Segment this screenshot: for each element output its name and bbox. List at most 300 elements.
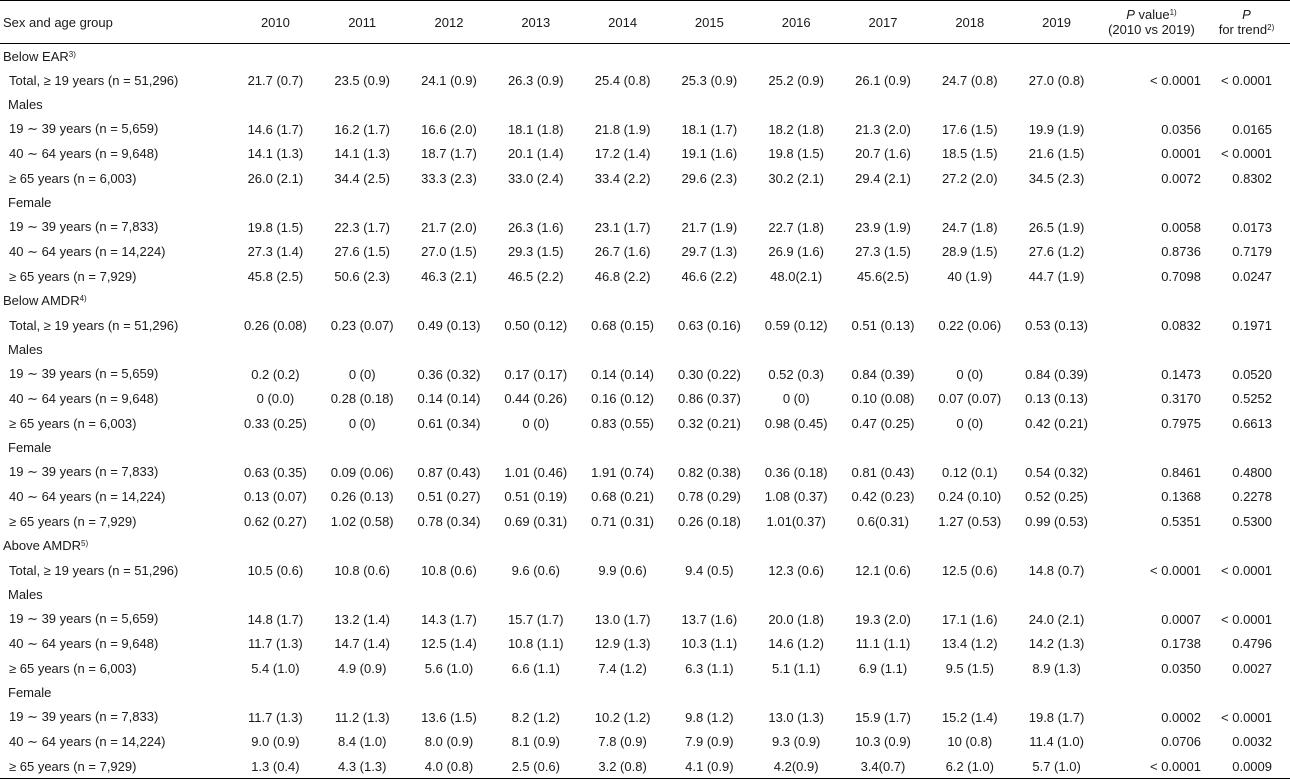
value-cell: 0 (0) (348, 415, 376, 431)
value-cell: 10 (0.8) (947, 734, 993, 750)
value-cell: 0.83 (0.55) (591, 415, 655, 431)
value-cell: 27.6 (1.5) (334, 244, 391, 260)
p-value-cell: 0.0350 (1161, 660, 1201, 676)
group-label: Males (8, 587, 43, 603)
table-row (0, 362, 1290, 387)
value-cell: 20.0 (1.8) (768, 611, 824, 627)
value-cell: 9.6 (0.6) (511, 562, 560, 578)
row-label: ≥ 65 years (n = 7,929) (9, 513, 137, 529)
value-cell: 0 (0) (782, 391, 810, 407)
value-cell: 0.51 (0.13) (851, 317, 915, 333)
value-cell: 0.10 (0.08) (851, 391, 915, 407)
total-row (0, 558, 1290, 583)
value-cell: 11.7 (1.3) (248, 709, 303, 725)
group-row (0, 338, 1290, 363)
value-cell: 45.6(2.5) (856, 268, 909, 284)
value-cell: 4.1 (0.9) (666, 754, 753, 779)
value-cell: 26.3 (1.6) (507, 219, 564, 235)
value-cell: 27.0 (0.8) (1028, 72, 1085, 88)
p-trend-cell: < 0.0001 (1221, 611, 1272, 627)
value-cell: 18.1 (1.7) (681, 121, 738, 137)
p-value-cell: 0.0007 (1161, 611, 1201, 627)
value-cell: 0.12 (0.1) (941, 464, 998, 480)
row-label: 19 ∼ 39 years (n = 7,833) (9, 219, 159, 235)
value-cell: 44.7 (1.9) (1028, 268, 1085, 284)
value-cell: 20.7 (1.6) (855, 146, 911, 162)
value-cell: 18.7 (1.7) (421, 146, 477, 162)
value-cell: 8.1 (0.9) (511, 734, 560, 750)
value-cell: 4.0 (0.8) (406, 754, 493, 779)
row-label: 19 ∼ 39 years (n = 5,659) (9, 366, 159, 382)
footnote-mark: 5) (81, 539, 89, 549)
value-cell: 27.0 (1.5) (421, 244, 477, 260)
value-cell: 27.3 (1.4) (247, 244, 304, 260)
row-label: ≥ 65 years (n = 6,003) (9, 415, 137, 431)
group-label: Female (8, 195, 52, 211)
header-year: 2019 (1013, 1, 1100, 44)
value-cell: 24.0 (2.1) (1028, 611, 1085, 627)
value-cell: 9.0 (0.9) (251, 734, 300, 750)
p-trend-cell: 0.0520 (1232, 366, 1272, 382)
value-cell: 1.01(0.37) (766, 513, 826, 529)
table-row (0, 607, 1290, 632)
value-cell: 16.6 (2.0) (421, 121, 477, 137)
p-trend-cell: < 0.0001 (1221, 146, 1272, 162)
section-title (0, 44, 1290, 69)
value-cell: 14.1 (1.3) (334, 146, 391, 162)
value-cell: 0.68 (0.21) (591, 489, 655, 505)
table-row (0, 705, 1290, 730)
table-row (0, 509, 1290, 534)
value-cell: 18.1 (1.8) (507, 121, 564, 137)
header-year: 2013 (492, 1, 579, 44)
value-cell: 1.27 (0.53) (938, 513, 1002, 529)
p-value-cell: 0.0356 (1161, 121, 1201, 137)
value-cell: 0.78 (0.29) (677, 489, 741, 505)
value-cell: 13.2 (1.4) (334, 611, 391, 627)
value-cell: 9.4 (0.5) (685, 562, 734, 578)
value-cell: 0.78 (0.34) (417, 513, 481, 529)
header-year: 2010 (232, 1, 319, 44)
value-cell: 9.8 (1.2) (685, 709, 734, 725)
value-cell: 19.9 (1.9) (1028, 121, 1085, 137)
value-cell: 0.52 (0.3) (768, 366, 824, 382)
value-cell: 5.1 (1.1) (771, 660, 821, 676)
value-cell: 25.4 (0.8) (594, 72, 651, 88)
p-value-cell: 0.8461 (1161, 464, 1201, 480)
value-cell: 0.69 (0.31) (504, 513, 568, 529)
value-cell: 7.4 (1.2) (598, 660, 647, 676)
table-row (0, 215, 1290, 240)
row-label: ≥ 65 years (n = 6,003) (9, 660, 137, 676)
value-cell: 6.2 (1.0) (926, 754, 1013, 779)
row-label: 19 ∼ 39 years (n = 7,833) (9, 464, 159, 480)
p-trend-cell: 0.7179 (1232, 244, 1272, 260)
value-cell: 24.7 (1.8) (941, 219, 998, 235)
value-cell: 0.52 (0.25) (1025, 489, 1088, 505)
value-cell: 0.17 (0.17) (504, 366, 568, 382)
row-label: 19 ∼ 39 years (n = 5,659) (9, 611, 159, 627)
p-trend-cell: 0.5252 (1232, 391, 1272, 407)
p-value-cell: 0.0002 (1161, 709, 1201, 725)
value-cell: 1.01 (0.46) (504, 464, 568, 480)
value-cell: 21.3 (2.0) (855, 121, 911, 137)
value-cell: 8.0 (0.9) (424, 734, 474, 750)
row-label: ≥ 65 years (n = 7,929) (9, 268, 137, 284)
p-trend-cell: 0.0165 (1232, 121, 1272, 137)
table-row (0, 460, 1290, 485)
p-trend-cell: 0.0032 (1232, 734, 1272, 750)
value-cell: 0.13 (0.13) (1025, 391, 1088, 407)
value-cell: 29.6 (2.3) (681, 170, 738, 186)
p-value-cell: 0.8736 (1161, 244, 1201, 260)
value-cell: 26.0 (2.1) (247, 170, 304, 186)
value-cell: 0.22 (0.06) (938, 317, 1002, 333)
value-cell: 3.4(0.7) (840, 754, 927, 779)
table-body (0, 44, 1290, 779)
group-label: Female (8, 685, 52, 701)
value-cell: 13.0 (1.3) (768, 709, 824, 725)
group-row (0, 583, 1290, 608)
value-cell: 0.30 (0.22) (677, 366, 741, 382)
value-cell: 33.3 (2.3) (421, 170, 477, 186)
p-value-cell: 0.3170 (1161, 391, 1201, 407)
value-cell: 11.1 (1.1) (855, 636, 911, 652)
value-cell: 0.84 (0.39) (851, 366, 915, 382)
header-year: 2012 (406, 1, 493, 44)
value-cell: 10.8 (0.6) (421, 562, 477, 578)
value-cell: 0.61 (0.34) (417, 415, 481, 431)
value-cell: 12.9 (1.3) (594, 636, 651, 652)
value-cell: 8.4 (1.0) (337, 734, 387, 750)
value-cell: 0.54 (0.32) (1025, 464, 1088, 480)
value-cell: 0.32 (0.21) (677, 415, 741, 431)
value-cell: 7.9 (0.9) (685, 734, 734, 750)
value-cell: 14.2 (1.3) (1028, 636, 1085, 652)
value-cell: 5.7 (1.0) (1013, 754, 1100, 779)
value-cell: 46.3 (2.1) (421, 268, 477, 284)
p-value-cell: 0.1368 (1161, 489, 1201, 505)
value-cell: 17.1 (1.6) (941, 611, 998, 627)
value-cell: 0.49 (0.13) (417, 317, 481, 333)
value-cell: 5.4 (1.0) (251, 660, 300, 676)
table-row (0, 142, 1290, 167)
value-cell: 27.2 (2.0) (941, 170, 998, 186)
value-cell: 9.3 (0.9) (771, 734, 821, 750)
value-cell: 9.5 (1.5) (945, 660, 994, 676)
p-trend-cell: 0.0173 (1232, 219, 1272, 235)
value-cell: 8.9 (1.3) (1032, 660, 1081, 676)
value-cell: 28.9 (1.5) (941, 244, 998, 260)
value-cell: 10.8 (1.1) (507, 636, 564, 652)
value-cell: 13.0 (1.7) (594, 611, 651, 627)
value-cell: 21.7 (0.7) (247, 72, 304, 88)
value-cell: 0.42 (0.21) (1025, 415, 1088, 431)
header-p-value: P value$^{1)}$ (2010 vs 2019) (1100, 1, 1203, 44)
value-cell: 4.2(0.9) (753, 754, 840, 779)
value-cell: 0.26 (0.13) (330, 489, 394, 505)
p-value-cell: 0.0072 (1161, 170, 1201, 186)
p-trend-cell: 0.0247 (1232, 268, 1272, 284)
value-cell: 29.3 (1.5) (507, 244, 564, 260)
header-year: 2011 (319, 1, 406, 44)
p-trend-cell: 0.2278 (1232, 489, 1272, 505)
value-cell: 30.2 (2.1) (768, 170, 824, 186)
value-cell: 0.24 (0.10) (938, 489, 1002, 505)
value-cell: 0.81 (0.43) (851, 464, 915, 480)
value-cell: 23.9 (1.9) (855, 219, 911, 235)
value-cell: 0.82 (0.38) (677, 464, 741, 480)
value-cell: 0 (0) (956, 366, 984, 382)
p-value-cell: 0.7098 (1161, 268, 1201, 284)
header-p-trend: P for trend$^{2)}$ (1203, 1, 1290, 44)
header-year: 2014 (579, 1, 666, 44)
value-cell: 4.9 (0.9) (337, 660, 387, 676)
value-cell: 6.3 (1.1) (685, 660, 734, 676)
table-row (0, 387, 1290, 412)
total-row (0, 313, 1290, 338)
value-cell: 0.36 (0.32) (417, 366, 481, 382)
section-row (0, 44, 1290, 69)
value-cell: 46.5 (2.2) (507, 268, 564, 284)
value-cell: 1.02 (0.58) (330, 513, 394, 529)
value-cell: 6.9 (1.1) (858, 660, 908, 676)
value-cell: 26.3 (0.9) (507, 72, 564, 88)
header-year: 2018 (926, 1, 1013, 44)
value-cell: 0.16 (0.12) (591, 391, 655, 407)
row-label: Total, ≥ 19 years (n = 51,296) (9, 317, 179, 333)
value-cell: 46.6 (2.2) (681, 268, 738, 284)
p-value-cell: < 0.0001 (1150, 562, 1201, 578)
value-cell: 6.6 (1.1) (511, 660, 560, 676)
p-trend-cell: < 0.0001 (1221, 562, 1272, 578)
value-cell: 0.50 (0.12) (504, 317, 568, 333)
value-cell: 12.1 (0.6) (855, 562, 911, 578)
value-cell: 0.28 (0.18) (330, 391, 394, 407)
table-row (0, 166, 1290, 191)
value-cell: 1.3 (0.4) (232, 754, 319, 779)
value-cell: 19.3 (2.0) (855, 611, 911, 627)
value-cell: 19.8 (1.5) (768, 146, 824, 162)
value-cell: 22.7 (1.8) (768, 219, 824, 235)
value-cell: 22.3 (1.7) (334, 219, 391, 235)
row-label: Total, ≥ 19 years (n = 51,296) (9, 562, 179, 578)
row-label: 19 ∼ 39 years (n = 7,833) (9, 709, 159, 725)
value-cell: 0.51 (0.27) (417, 489, 481, 505)
p-trend-cell: 0.0027 (1232, 660, 1272, 676)
value-cell: 25.3 (0.9) (681, 72, 738, 88)
value-cell: 26.9 (1.6) (768, 244, 824, 260)
value-cell: 14.3 (1.7) (421, 611, 477, 627)
value-cell: 9.9 (0.6) (598, 562, 647, 578)
value-cell: 0.53 (0.13) (1025, 317, 1088, 333)
section-title-text: Above AMDR (3, 538, 82, 554)
value-cell: 0.42 (0.23) (851, 489, 915, 505)
value-cell: 10.3 (1.1) (681, 636, 738, 652)
total-row (0, 68, 1290, 93)
value-cell: 19.8 (1.5) (247, 219, 304, 235)
value-cell: 0.71 (0.31) (591, 513, 655, 529)
value-cell: 0.47 (0.25) (851, 415, 915, 431)
value-cell: 15.7 (1.7) (507, 611, 564, 627)
value-cell: 0 (0) (348, 366, 376, 382)
value-cell: 11.2 (1.3) (334, 709, 390, 725)
value-cell: 20.1 (1.4) (507, 146, 564, 162)
value-cell: 0.26 (0.18) (677, 513, 741, 529)
value-cell: 11.4 (1.0) (1029, 734, 1084, 750)
value-cell: 13.7 (1.6) (681, 611, 738, 627)
row-label: 40 ∼ 64 years (n = 14,224) (9, 243, 166, 259)
table-row (0, 656, 1290, 681)
value-cell: 0.13 (0.07) (243, 489, 307, 505)
value-cell: 0 (0) (522, 415, 550, 431)
value-cell: 33.0 (2.4) (507, 170, 564, 186)
p-value-cell: 0.5351 (1161, 513, 1201, 529)
row-label: ≥ 65 years (n = 6,003) (9, 170, 137, 186)
value-cell: 2.5 (0.6) (492, 754, 579, 779)
value-cell: 0.68 (0.15) (591, 317, 655, 333)
value-cell: 50.6 (2.3) (334, 268, 391, 284)
value-cell: 34.4 (2.5) (334, 170, 391, 186)
value-cell: 10.2 (1.2) (594, 709, 651, 725)
value-cell: 12.5 (0.6) (941, 562, 998, 578)
value-cell: 13.4 (1.2) (941, 636, 998, 652)
p-trend-cell: < 0.0001 (1221, 72, 1272, 88)
value-cell: 45.8 (2.5) (247, 268, 304, 284)
value-cell: 23.5 (0.9) (334, 72, 391, 88)
value-cell: 15.9 (1.7) (855, 709, 911, 725)
value-cell: 3.2 (0.8) (579, 754, 666, 779)
value-cell: 26.5 (1.9) (1028, 219, 1085, 235)
group-label: Males (8, 97, 43, 113)
row-label: 40 ∼ 64 years (n = 9,648) (9, 635, 159, 651)
header-year: 2017 (840, 1, 927, 44)
row-label: 40 ∼ 64 years (n = 14,224) (9, 488, 166, 504)
value-cell: 25.2 (0.9) (768, 72, 824, 88)
header-year: 2015 (666, 1, 753, 44)
p-value-cell: 0.0832 (1161, 317, 1201, 333)
value-cell: 19.1 (1.6) (681, 146, 738, 162)
value-cell: 0.33 (0.25) (243, 415, 307, 431)
header-label: Sex and age group (0, 1, 232, 44)
value-cell: 15.2 (1.4) (941, 709, 998, 725)
table-row (0, 411, 1290, 436)
p-trend-cell: 0.0009 (1203, 754, 1290, 779)
p-value-cell: 0.1738 (1161, 636, 1201, 652)
value-cell: 0 (0.0) (256, 391, 295, 407)
value-cell: 0.07 (0.07) (938, 391, 1002, 407)
value-cell: 10.8 (0.6) (334, 562, 391, 578)
section-title-text: Below EAR (3, 48, 69, 64)
value-cell: 33.4 (2.2) (594, 170, 651, 186)
value-cell: 48.0(2.1) (770, 268, 823, 284)
value-cell: 0.26 (0.08) (243, 317, 307, 333)
value-cell: 1.08 (0.37) (764, 489, 828, 505)
group-label: Female (8, 440, 52, 456)
value-cell: 26.1 (0.9) (855, 72, 911, 88)
value-cell: 24.7 (0.8) (941, 72, 998, 88)
table-row (0, 485, 1290, 510)
value-cell: 0.86 (0.37) (677, 391, 741, 407)
p-trend-cell: 0.8302 (1232, 170, 1272, 186)
value-cell: 21.7 (2.0) (421, 219, 477, 235)
p-trend-cell: < 0.0001 (1221, 709, 1272, 725)
value-cell: 0.63 (0.35) (243, 464, 307, 480)
value-cell: 12.5 (1.4) (421, 636, 477, 652)
value-cell: 17.6 (1.5) (941, 121, 998, 137)
value-cell: 4.3 (1.3) (319, 754, 406, 779)
p-value-cell: 0.7975 (1161, 415, 1201, 431)
group-row (0, 436, 1290, 461)
value-cell: 0.14 (0.14) (417, 391, 481, 407)
value-cell: 12.3 (0.6) (768, 562, 824, 578)
value-cell: 0.59 (0.12) (764, 317, 828, 333)
value-cell: 19.8 (1.7) (1028, 709, 1085, 725)
value-cell: 18.5 (1.5) (941, 146, 998, 162)
p-trend-cell: 0.4800 (1232, 464, 1272, 480)
value-cell: 7.8 (0.9) (598, 734, 647, 750)
table-row (0, 730, 1290, 755)
value-cell: 13.6 (1.5) (421, 709, 477, 725)
value-cell: 21.7 (1.9) (681, 219, 738, 235)
p-trend-cell: 0.5300 (1232, 513, 1272, 529)
footnote-mark: 3) (68, 49, 76, 59)
p-value-cell: < 0.0001 (1150, 72, 1201, 88)
p-value-cell: 0.0706 (1161, 734, 1201, 750)
value-cell: 16.2 (1.7) (334, 121, 391, 137)
value-cell: 0.87 (0.43) (417, 464, 481, 480)
value-cell: 21.8 (1.9) (594, 121, 651, 137)
header-year: 2016 (753, 1, 840, 44)
p-trend-cell: 0.1971 (1232, 317, 1272, 333)
value-cell: 0.2 (0.2) (251, 366, 300, 382)
value-cell: 17.2 (1.4) (594, 146, 651, 162)
group-label: Males (8, 342, 43, 358)
value-cell: 0.36 (0.18) (764, 464, 828, 480)
value-cell: 0.62 (0.27) (243, 513, 307, 529)
section-row (0, 289, 1290, 314)
section-title-text: Below AMDR (3, 293, 80, 309)
row-label: Total, ≥ 19 years (n = 51,296) (9, 72, 179, 88)
value-cell: 27.3 (1.5) (855, 244, 911, 260)
group-row (0, 191, 1290, 216)
group-row (0, 681, 1290, 706)
value-cell: 10.5 (0.6) (247, 562, 304, 578)
value-cell: 18.2 (1.8) (768, 121, 824, 137)
value-cell: 14.8 (1.7) (247, 611, 304, 627)
value-cell: 14.6 (1.2) (768, 636, 824, 652)
value-cell: 14.7 (1.4) (334, 636, 391, 652)
value-cell: 0.63 (0.16) (677, 317, 741, 333)
value-cell: 29.7 (1.3) (681, 244, 738, 260)
footnote-mark: 4) (79, 294, 87, 304)
value-cell: 0.09 (0.06) (330, 464, 394, 480)
row-label: 19 ∼ 39 years (n = 5,659) (9, 121, 159, 137)
p-trend-cell: 0.4796 (1232, 636, 1272, 652)
value-cell: 26.7 (1.6) (594, 244, 651, 260)
value-cell: 0.84 (0.39) (1025, 366, 1088, 382)
value-cell: 46.8 (2.2) (594, 268, 651, 284)
value-cell: 0.14 (0.14) (591, 366, 655, 382)
value-cell: 0.23 (0.07) (330, 317, 394, 333)
value-cell: 0.51 (0.19) (504, 489, 568, 505)
row-label: 40 ∼ 64 years (n = 9,648) (9, 390, 159, 406)
section-title (0, 534, 1290, 559)
value-cell: 5.6 (1.0) (424, 660, 474, 676)
value-cell: 0.98 (0.45) (764, 415, 828, 431)
group-row (0, 93, 1290, 118)
value-cell: 14.1 (1.3) (247, 146, 304, 162)
